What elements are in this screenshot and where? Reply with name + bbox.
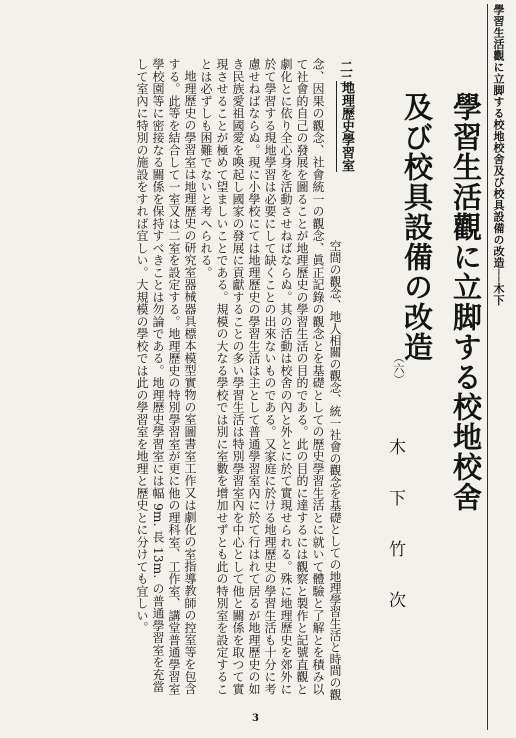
body-text-column-4: 劇化とに依り全心身を活動させねばならぬ。其の活動は校舍の內と外とに於て實現せられる。殊に地理歷史を郊外に <box>279 58 293 695</box>
article-title-line-1: 學習生活觀に立脚する校地校舍 <box>449 92 483 512</box>
body-text-column-2: 念、因果の觀念、社會統一の觀念、眞正記錄の觀念とを基礎としての歷史學習生活とに就いて體驗と了解とを積み以 <box>311 58 325 695</box>
part-number: （六） <box>392 352 405 385</box>
article-title-line-2: 及び校具設備の改造 <box>400 92 434 362</box>
body-text-column-5: 於て學習する現地學習は必要にして缺くことの出來ないものである。又家庭に於ける地理歷史の學習生活も十分に考 <box>263 58 277 695</box>
body-text-column-11: する。此等を結合して一室又は二室を設定する。地理歷史の特別學習室が更に他の理科室、工作室、講堂普通學習室 <box>167 58 181 695</box>
running-head: 學習生活觀に立脚する校地校舍及び校具設備の改造──木下 <box>492 4 505 306</box>
section-number: 二二 <box>337 60 352 86</box>
body-text-column-1: 空間の觀念、地人相關の觀念、統一社會の觀念を基礎としての地理學習生活と時間の觀 <box>328 240 342 701</box>
body-text-column-8: 現させることが極めて望ましいことである。規模の大なる學校では別に室數を增加せずとも此の特別室を設定するこ <box>215 58 229 695</box>
body-text-column-6: 慮せねばならぬ。現に小學校にては地理歷史の學習生活は主として普通學習室內に於て行はれて居るが地理歷史の如 <box>247 58 261 695</box>
page-number: 3 <box>252 713 259 724</box>
body-text-column-3: て社會的自己の發展を圖ることが地理歷史の學習生活の目的である。此の目的に達するには觀察と製作と記號直觀と <box>295 58 309 695</box>
body-text-column-9: とは必ずしも困難でないと考へられる。 <box>199 58 213 279</box>
body-text-column-7: き民族愛祖國愛を喚起し國家の發展に貢獻することの多い學習生活は特別學習室內を中心として他と關係を取つて實 <box>231 58 245 695</box>
body-text-column-12: 學校園等に密接なる關係を保持すべきことは勿論である。地理歷史學習室には幅 9m. 長 13m. の普通學習室を充當 <box>151 58 165 693</box>
author-name: 木下竹次 <box>385 438 405 642</box>
body-text-column-13: して室內に特別の施設をすれば宜しい。大規模の學校では此の學習室を地理と歷史とに分けても宜しい。 <box>135 58 149 634</box>
section-title: 地理歷史學習室 <box>336 81 353 172</box>
running-head-rule <box>487 4 488 730</box>
body-text-column-10: 地理歷史の學習室は地理歷史の研究室器械器具標本模型實物の室圖書室工作又は劇化の室指導教師の控室等を包含 <box>183 70 197 695</box>
